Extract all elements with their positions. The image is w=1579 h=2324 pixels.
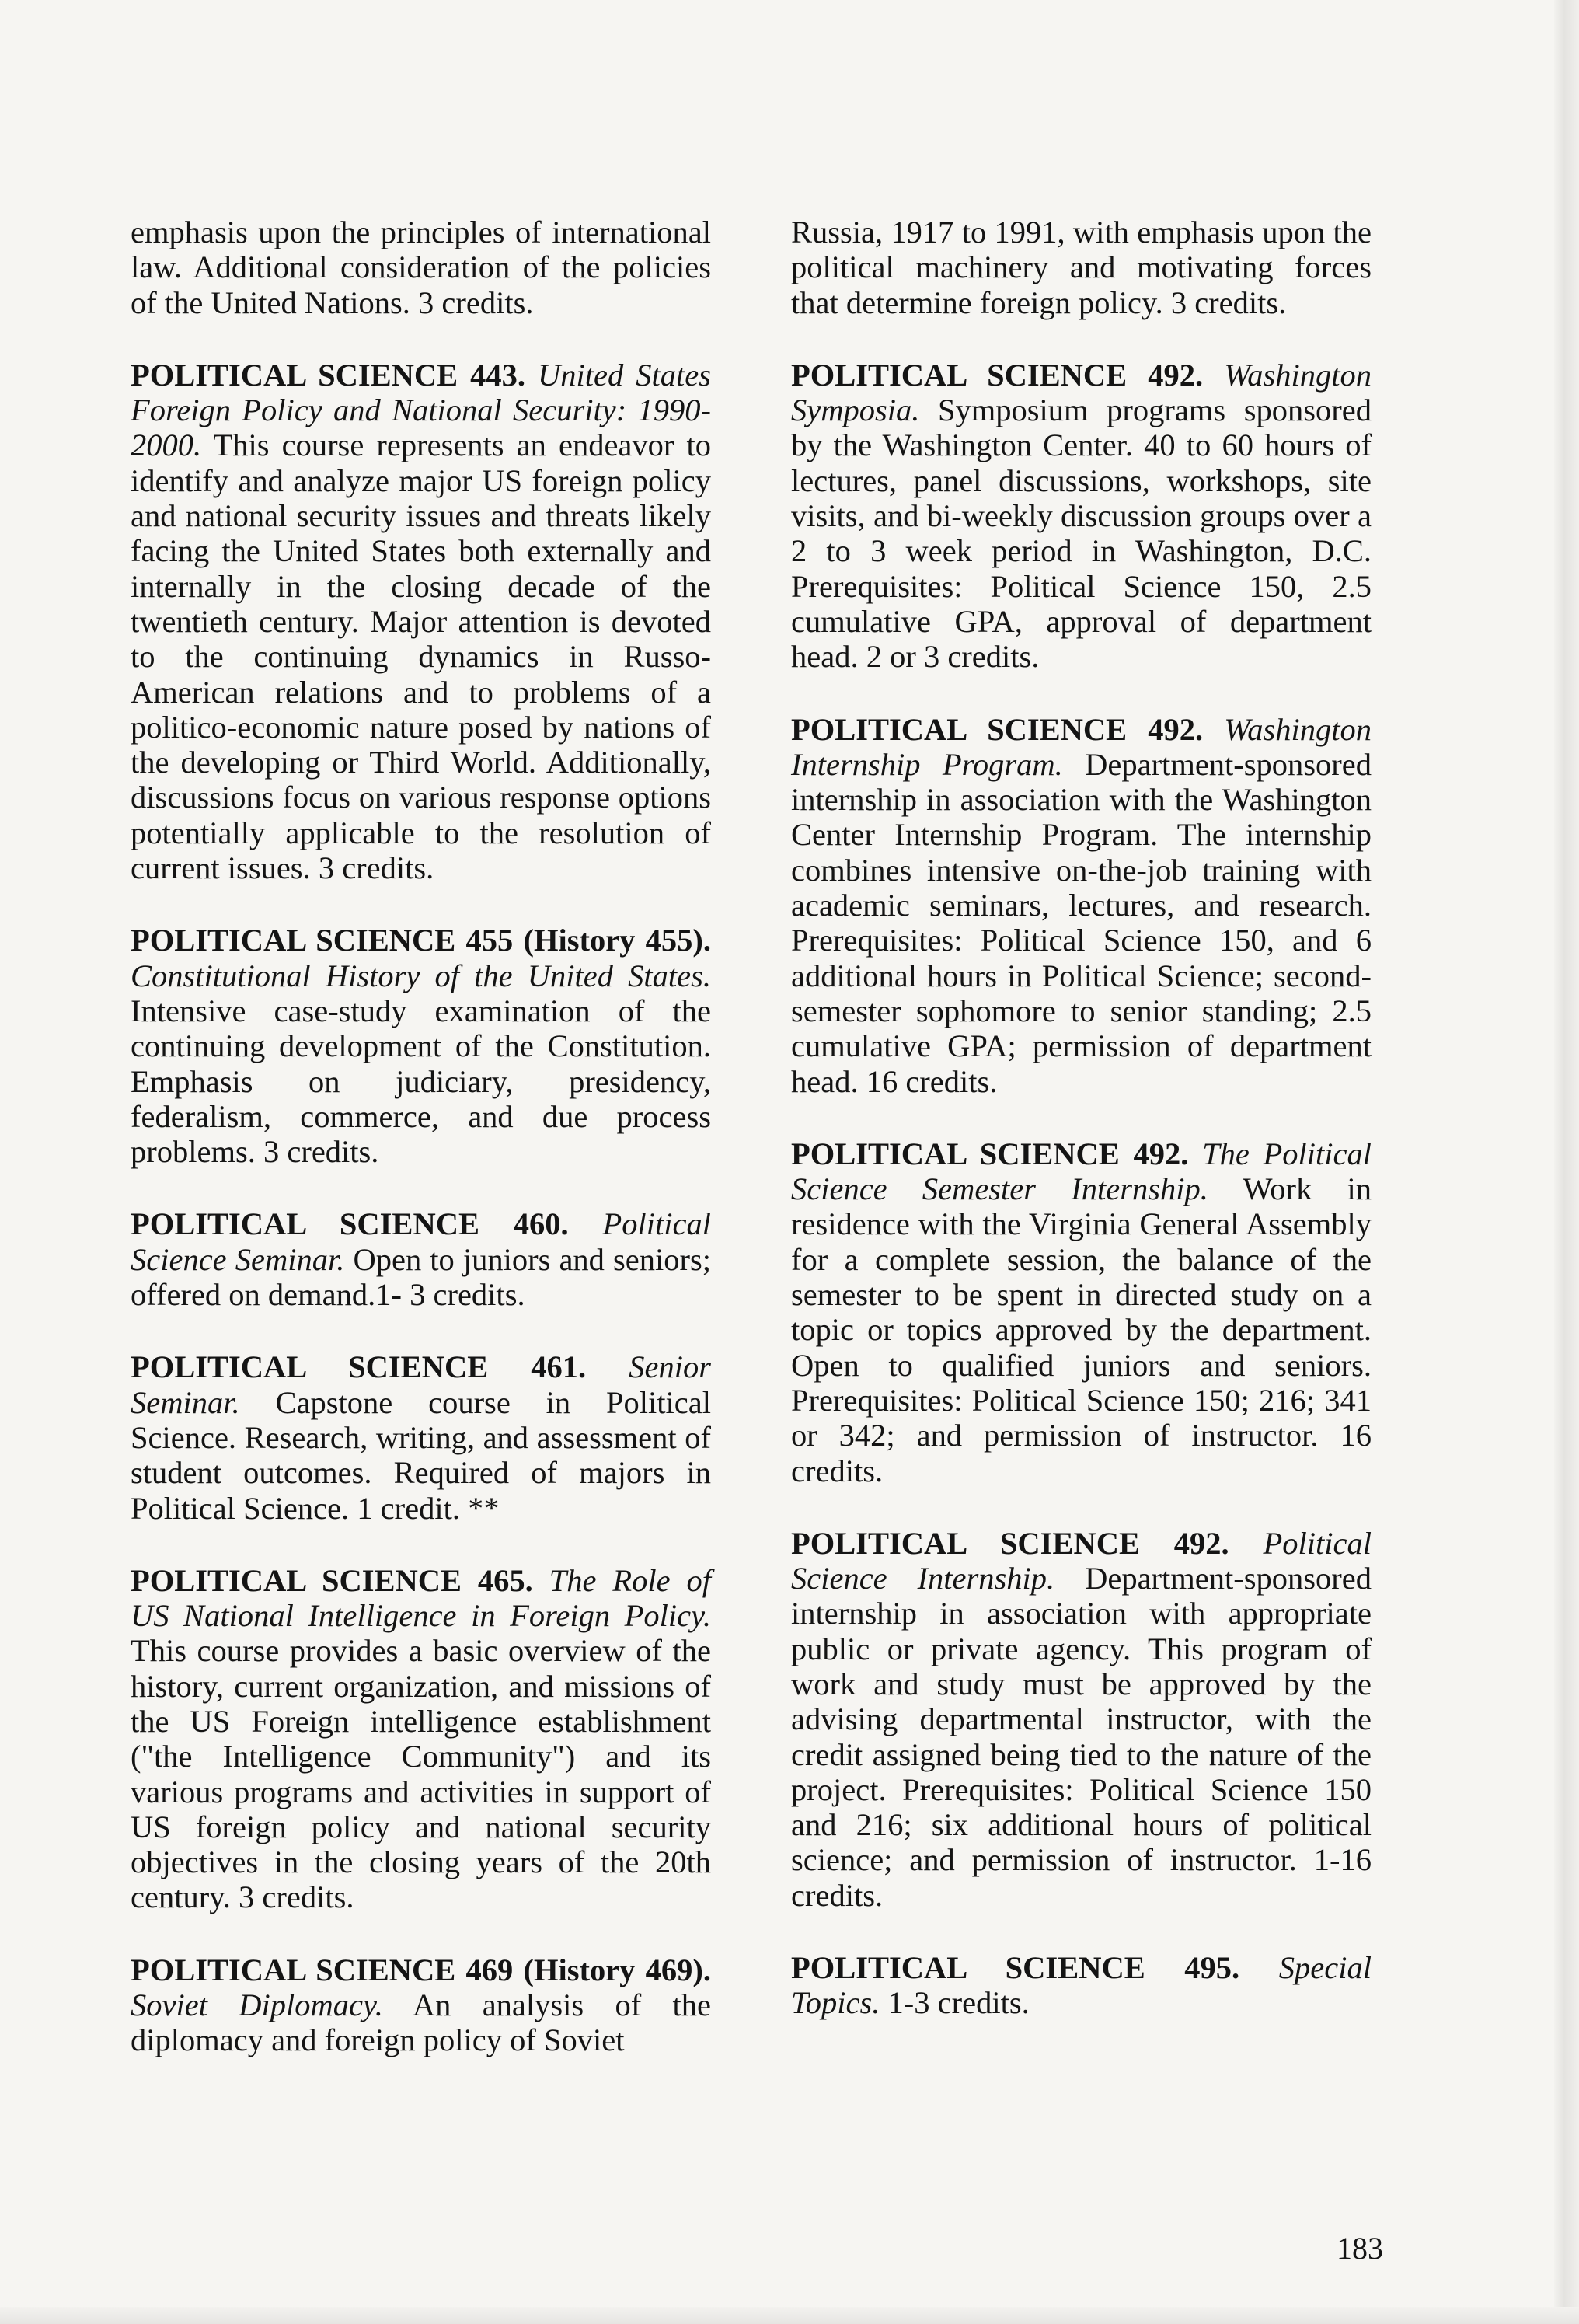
course-title: Special Topics. [791, 1950, 1372, 2021]
course-title: Political Science Seminar. [131, 1206, 711, 1277]
course-heading: POLITICAL SCIENCE 495. [791, 1950, 1240, 1986]
course-title: Political Science Internship. [791, 1525, 1372, 1596]
course-title: Senior Seminar. [131, 1349, 712, 1420]
course-title: Soviet Diplomacy. [131, 1987, 383, 2023]
course-entry-492-internship [791, 1526, 1372, 1913]
page-edge [1554, 0, 1579, 2324]
page-number: 183 [1337, 2231, 1383, 2266]
course-entry-443 [131, 358, 711, 885]
course-description: This course represents an endeavor to identify and analyze major US foreign policy and national security issues and threats likely facing the United States both externally and internally in the closing decade of the twentieth century. Major attention is devoted to the continuing dynamics in Russo-American relations and to problems of a politico-economic nature posed by nations of the developing or Third World. Additionally, discussions focus on various response options potentially applicable to the resolution of current issues. 3 credits. [131, 427, 711, 886]
left-column [131, 215, 711, 2095]
course-description: 1-3 credits. [887, 1985, 1030, 2021]
course-description: Department-sponsored internship in association with the Washington Center Internship Program. The internship combines intensive on-the-job training with academic seminars, lectures, and research. Prerequisites: Political Science 150, and 6 additional hours in Political Science; second-semester sophomore to senior standing; 2.5 cumulative GPA; permission of department head. 16 credits. [791, 746, 1372, 1099]
right-column [791, 215, 1372, 2058]
course-description: Open to juniors and seniors; offered on demand.1- 3 credits. [131, 1241, 712, 1313]
course-heading: POLITICAL SCIENCE 492. [791, 711, 1204, 747]
course-entry-492-semester-internship [791, 1136, 1372, 1488]
course-description: An analysis of the diplomacy and foreign policy of Soviet [131, 1987, 711, 2058]
bottom-edge [0, 2307, 1579, 2324]
course-entry-492-symposia [791, 358, 1372, 675]
course-entry-continuation-right [791, 215, 1372, 320]
course-entry-460 [131, 1206, 711, 1312]
course-entry-455 [131, 923, 711, 1169]
course-heading: POLITICAL SCIENCE 465. [131, 1562, 533, 1598]
course-title: United States Foreign Policy and National Security: 1990-2000. [131, 357, 712, 463]
course-title: Washington Internship Program. [791, 711, 1372, 782]
course-heading: POLITICAL SCIENCE 492. [791, 1136, 1189, 1171]
course-heading: POLITICAL SCIENCE 443. [131, 357, 526, 393]
course-heading: POLITICAL SCIENCE 492. [791, 1525, 1229, 1561]
course-description: Intensive case-study examination of the continuing development of the Constitution. Emphasis on judiciary, presidency, federalism, commerce, and due process problems. 3 credits. [131, 993, 711, 1170]
course-title: Constitutional History of the United States. [131, 958, 711, 993]
course-description: emphasis upon the principles of international law. Additional consideration of the policies of the United Nations. 3 credits. [131, 215, 711, 320]
course-description: Russia, 1917 to 1991, with emphasis upon the political machinery and motivating forces that determine foreign policy. 3 credits. [791, 215, 1372, 320]
course-entry-465 [131, 1563, 711, 1915]
course-heading: POLITICAL SCIENCE 460. [131, 1206, 569, 1242]
course-description: Capstone course in Political Science. Research, writing, and assessment of student outcomes. Required of majors in Political Science. 1 credit. ** [131, 1384, 712, 1526]
course-heading: POLITICAL SCIENCE 455 (History 455). [131, 923, 711, 958]
course-entry-492-internship-program [791, 712, 1372, 1099]
course-heading: POLITICAL SCIENCE 469 (History 469). [131, 1952, 711, 1987]
course-title: Washington Symposia. [791, 357, 1372, 428]
course-entry-495 [791, 1950, 1372, 2021]
course-heading: POLITICAL SCIENCE 492. [791, 357, 1204, 393]
course-title: The Role of US National Intelligence in Foreign Policy. [131, 1562, 711, 1634]
course-description: Symposium programs sponsored by the Washington Center. 40 to 60 hours of lectures, panel discussions, workshops, site visits, and bi-weekly discussion groups over a 2 to 3 week period in Washington, D.C. Prerequisites: Political Science 150, 2.5 cumulative GPA, approval of department head. 2 or 3 credits. [791, 393, 1372, 675]
course-title: The Political Science Semester Internship. [791, 1136, 1372, 1207]
course-description: This course provides a basic overview of the history, current organization, and missions of the US Foreign intelligence establishment ("the Intelligence Community") and its various programs and activities in support of US foreign policy and national security objectives in the closing years of the 20th century. 3 credits. [131, 1633, 711, 1915]
course-heading: POLITICAL SCIENCE 461. [131, 1349, 587, 1385]
course-entry-continuation-left [131, 215, 711, 320]
course-description: Work in residence with the Virginia General Assembly for a complete session, the balance of the semester to be spent in directed study on a topic or topics approved by the department. Open to qualified juniors and seniors. Prerequisites: Political Science 150; 216; 341 or 342; and permission of instructor. 16 credits. [791, 1171, 1372, 1488]
course-entry-469 [131, 1952, 711, 2058]
course-entry-461 [131, 1349, 711, 1525]
course-description: Department-sponsored internship in association with appropriate public or private agency. This program of work and study must be approved by the advising departmental instructor, with the credit assigned being tied to the nature of the project. Prerequisites: Political Science 150 and 216; six additional hours of political science; and permission of instructor. 1-16 credits. [791, 1561, 1372, 1913]
